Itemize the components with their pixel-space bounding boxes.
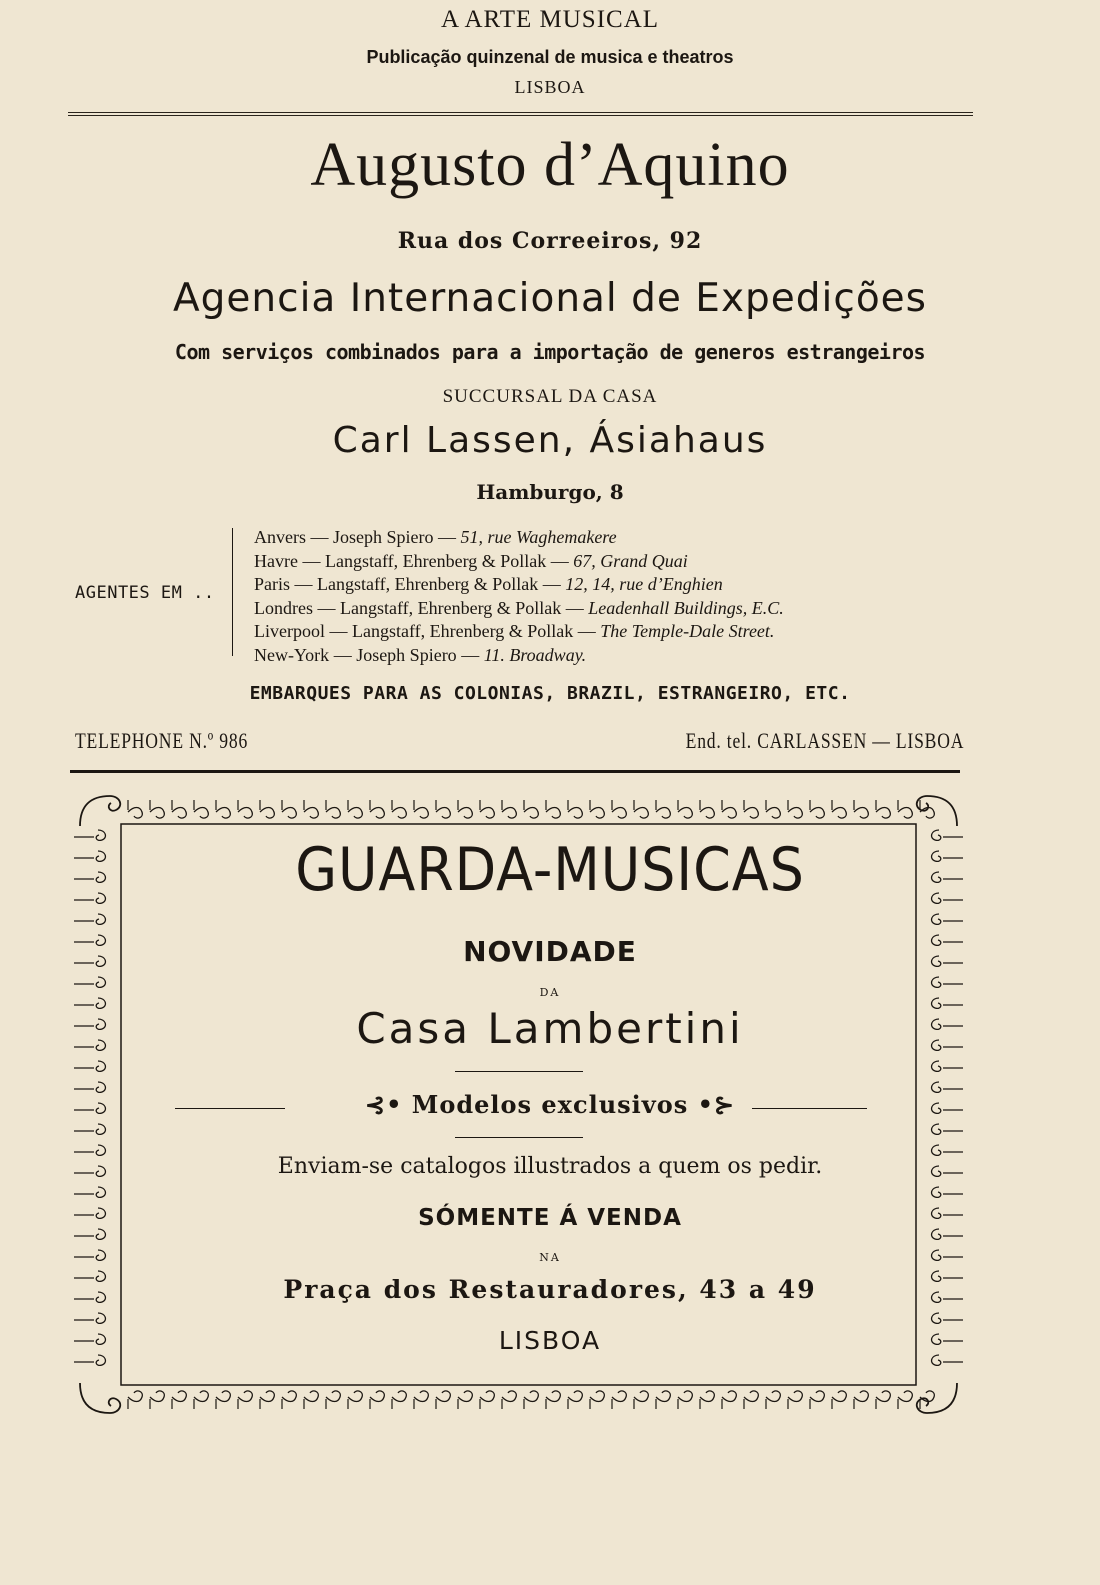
ornament-piece	[634, 1391, 648, 1402]
rule-lower	[455, 1137, 583, 1138]
ornament-piece	[128, 1391, 142, 1402]
agent-address: 51, rue Waghemakere	[460, 527, 617, 547]
ornament-piece	[96, 1187, 105, 1197]
ornament-piece	[96, 1124, 105, 1134]
ornament-piece	[326, 1391, 340, 1402]
ornament-piece	[96, 914, 105, 924]
ornament-piece	[612, 808, 626, 819]
ornament-piece	[238, 1391, 252, 1402]
ornament-piece	[304, 808, 318, 819]
agent-city: New-York	[254, 644, 330, 665]
ornament-piece	[282, 1391, 296, 1402]
ornament-piece	[932, 1187, 941, 1197]
novelty-label: NOVIDADE	[463, 935, 637, 968]
agent-address: 12, 14, rue d’Enghien	[565, 574, 723, 594]
ornament-piece	[612, 1391, 626, 1402]
ornament-piece	[326, 808, 340, 819]
ornament-piece	[788, 808, 802, 819]
ornament-piece	[700, 1391, 714, 1402]
ornament-piece	[932, 1355, 941, 1365]
ornament-piece	[722, 1391, 736, 1402]
agent-name: Langstaff, Ehrenberg & Pollak	[339, 597, 562, 618]
telegraph-address: End. tel. CARLASSEN — LISBOA	[685, 728, 964, 753]
exclusive-models-label: Modelos exclusivos	[411, 1090, 689, 1119]
connector-na: NA	[539, 1251, 561, 1264]
agent-entry: Londres — Langstaff, Ehrenberg & Pollak — Leadenhall Buildings, E.C.	[254, 597, 784, 618]
ornament-piece	[392, 1391, 406, 1402]
agent-city: Havre	[254, 550, 298, 571]
ornament-piece	[656, 808, 670, 819]
ornament-piece	[458, 1391, 472, 1402]
ornament-piece	[832, 1391, 846, 1402]
agent-name: Langstaff, Ehrenberg & Pollak	[351, 621, 574, 641]
telephone-number: TELEPHONE N.º 986	[75, 728, 249, 753]
ornament-piece	[194, 808, 208, 819]
ornament-piece	[590, 808, 604, 819]
ornament-piece	[304, 1391, 318, 1402]
ornament-piece	[260, 808, 274, 819]
ornament-piece	[876, 808, 890, 819]
ornament-piece	[810, 1391, 824, 1402]
journal-city: LISBOA	[514, 77, 586, 97]
ornament-piece	[656, 1391, 670, 1402]
ornament-piece	[172, 808, 186, 819]
shop-city: LISBOA	[498, 1326, 602, 1355]
ornament-piece	[348, 808, 362, 819]
agent-name: Langstaff, Ehrenberg & Pollak	[317, 574, 539, 594]
ornament-piece	[392, 808, 406, 819]
ornament-piece	[502, 808, 516, 819]
ornament-piece	[678, 808, 692, 819]
ornament-piece	[854, 808, 868, 819]
ornament-piece	[744, 1391, 758, 1402]
ornament-piece	[700, 808, 714, 819]
ornament-piece	[238, 808, 252, 819]
ornament-piece	[854, 1391, 868, 1402]
ornament-piece	[766, 808, 780, 819]
agent-entry: Paris — Langstaff, Ehrenberg & Pollak — 12, 14, rue d’Enghien	[254, 574, 723, 594]
agent-address: The Temple-Dale Street.	[600, 621, 775, 641]
ornament-piece	[370, 808, 384, 819]
ornament-piece	[788, 1391, 802, 1402]
ornament-piece	[150, 1391, 164, 1402]
ornament-left-icon: ⊰•	[364, 1090, 403, 1119]
advertiser-name: Augusto d’Aquino	[310, 131, 790, 199]
exclusive-models	[0, 1090, 1100, 1119]
ornament-right-icon: •⊱	[697, 1090, 736, 1119]
agents-label: AGENTES EM ..	[75, 583, 215, 603]
ornament-piece	[898, 808, 912, 819]
ornament-piece	[722, 808, 736, 819]
sold-only-line: SÓMENTE Á VENDA	[418, 1205, 682, 1231]
agent-address: 11. Broadway.	[483, 644, 587, 665]
agents-list	[254, 526, 784, 667]
agent-address: Leadenhall Buildings, E.C.	[588, 597, 784, 618]
ornament-piece	[898, 1391, 912, 1402]
ornament-piece	[414, 808, 428, 819]
ornament-piece	[932, 1061, 941, 1071]
agency-title: Agencia Internacional de Expedições	[172, 276, 927, 321]
ornament-piece	[96, 1313, 105, 1323]
ornament-piece	[370, 1391, 384, 1402]
ornament-piece	[932, 1124, 941, 1134]
ornament-piece	[634, 808, 648, 819]
ornament-piece	[568, 1391, 582, 1402]
catalog-line: Enviam-se catalogos illustrados a quem os pedir.	[277, 1154, 823, 1179]
shipping-line: EMBARQUES PARA AS COLONIAS, BRAZIL, ESTRANGEIRO, ETC.	[249, 683, 851, 704]
ornament-piece	[546, 1391, 560, 1402]
ornament-piece	[480, 1391, 494, 1402]
ornament-piece	[832, 808, 846, 819]
branch-line: SUCCURSAL DA CASA	[442, 386, 658, 407]
ornament-piece	[128, 808, 142, 819]
connector-da: DA	[539, 986, 561, 999]
ornament-piece	[917, 796, 957, 826]
ornament-piece	[810, 808, 824, 819]
agent-name: Langstaff, Ehrenberg & Pollak	[324, 550, 547, 571]
agent-name: Joseph Spiero	[356, 644, 457, 665]
ornament-piece	[766, 1391, 780, 1402]
ornament-piece	[524, 1391, 538, 1402]
ornament-piece	[590, 1391, 604, 1402]
ornament-piece	[80, 796, 120, 826]
agent-city: Liverpool	[254, 621, 325, 641]
ornament-piece	[480, 808, 494, 819]
shop-address: Praça dos Restauradores, 43 a 49	[283, 1275, 817, 1304]
house-name: Casa Lambertini	[356, 1004, 744, 1053]
ornament-piece	[502, 1391, 516, 1402]
agent-city: Anvers	[254, 527, 306, 547]
parent-house: Carl Lassen, Ásiahaus	[332, 420, 768, 461]
ornament-piece	[194, 1391, 208, 1402]
parent-address: Hamburgo, 8	[476, 480, 624, 504]
ornament-piece	[260, 1391, 274, 1402]
ornament-piece	[436, 1391, 450, 1402]
agent-city: Paris	[254, 574, 290, 594]
ornament-piece	[678, 1391, 692, 1402]
agent-city: Londres	[254, 597, 313, 618]
services-line: Com serviços combinados para a importação de generos estrangeiros	[174, 340, 926, 364]
agent-entry: Havre — Langstaff, Ehrenberg & Pollak — 67, Grand Quai	[254, 550, 688, 571]
agent-address: 67, Grand Quai	[573, 550, 688, 571]
ornament-piece	[282, 808, 296, 819]
journal-name: A ARTE MUSICAL	[440, 6, 660, 33]
agents-brace	[232, 528, 239, 656]
agent-entry: New-York — Joseph Spiero — 11. Broadway.	[254, 644, 587, 665]
ornament-piece	[216, 808, 230, 819]
agent-entry: Anvers — Joseph Spiero — 51, rue Waghemakere	[254, 527, 617, 547]
ornament-piece	[172, 1391, 186, 1402]
ornament-piece	[932, 1313, 941, 1323]
rule-upper	[455, 1071, 583, 1072]
ornament-piece	[917, 1383, 957, 1413]
advert-title: GUARDA-MUSICAS	[295, 835, 805, 905]
ornament-piece	[96, 1355, 105, 1365]
ornament-piece	[216, 1391, 230, 1402]
rule-right	[752, 1108, 867, 1109]
journal-subtitle: Publicação quinzenal de musica e theatros	[366, 47, 734, 67]
ornament-piece	[744, 808, 758, 819]
ornament-piece	[414, 1391, 428, 1402]
ornament-piece	[568, 808, 582, 819]
ornament-piece	[96, 1061, 105, 1071]
ornament-piece	[524, 808, 538, 819]
ornament-piece	[932, 914, 941, 924]
agent-entry: Liverpool — Langstaff, Ehrenberg & Pollak — The Temple-Dale Street.	[254, 621, 775, 641]
ornament-piece	[80, 1383, 120, 1413]
ornament-piece	[458, 808, 472, 819]
header-divider	[68, 112, 973, 116]
agent-name: Joseph Spiero	[333, 527, 434, 547]
section-divider	[70, 770, 960, 773]
ornament-piece	[876, 1391, 890, 1402]
ornament-piece	[436, 808, 450, 819]
advertiser-street: Rua dos Correeiros, 92	[397, 228, 703, 254]
ornament-piece	[348, 1391, 362, 1402]
ornament-piece	[150, 808, 164, 819]
ornament-piece	[546, 808, 560, 819]
